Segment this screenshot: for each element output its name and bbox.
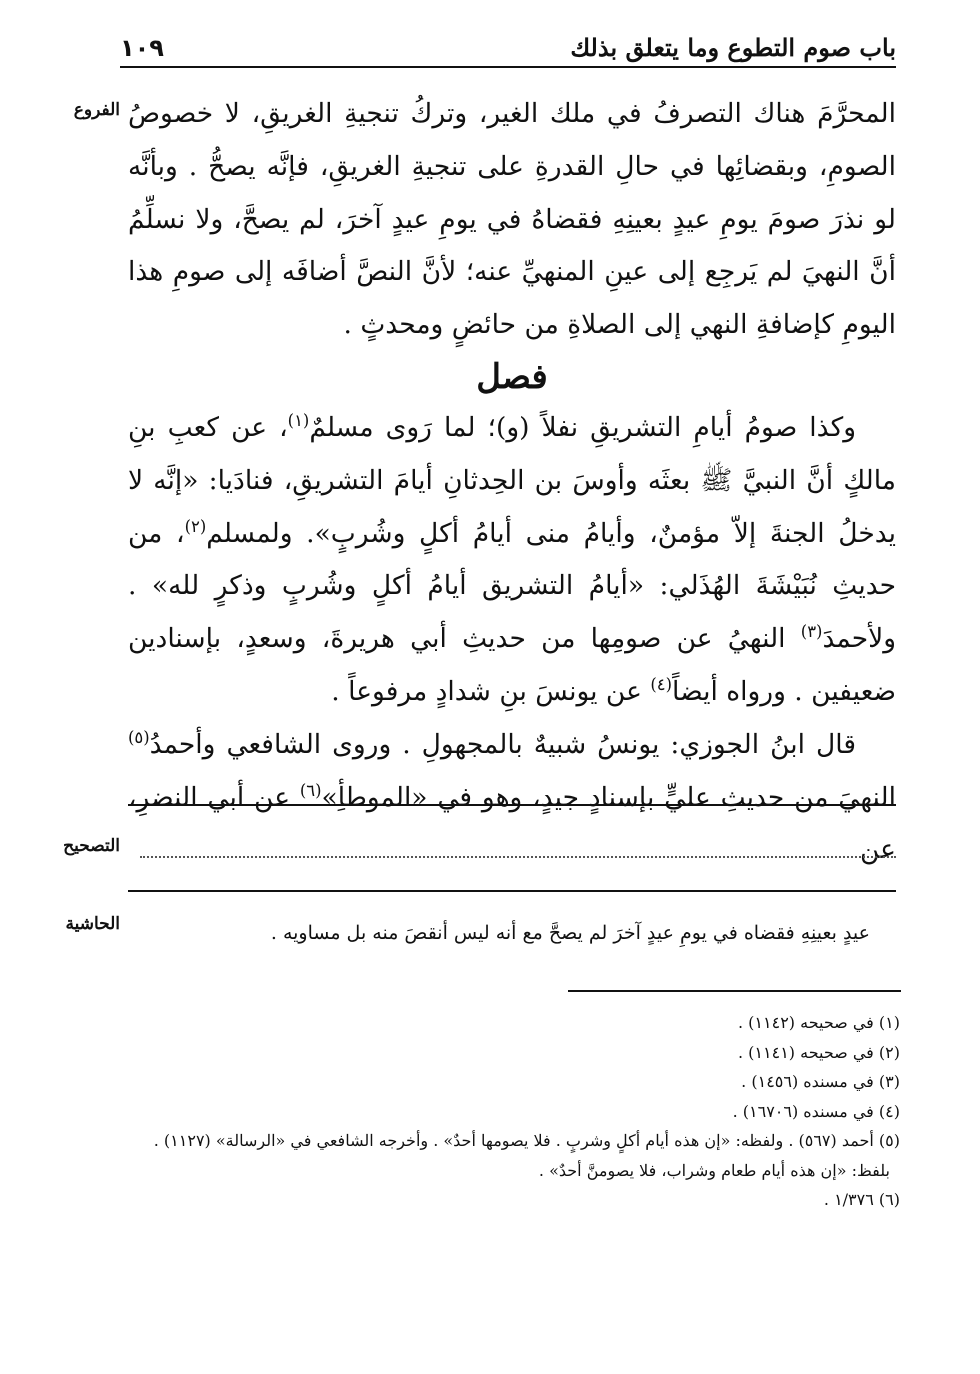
footnote: (٤) في مسنده (١٦٧٠٦) . bbox=[732, 1101, 900, 1121]
footnote-ref-2: (٢) bbox=[184, 516, 207, 536]
footnote-ref-6: (٦) bbox=[299, 780, 322, 800]
running-head bbox=[120, 24, 896, 68]
footnote: (٥) أحمد (٥٦٧) . ولفظه: «إن هذه أيام أكلٍ وشربٍ . فلا يصومها أحدٌ» . وأخرجه الشافعي في «الرسالة» (١١٢٧) . bbox=[153, 1131, 900, 1150]
footnote: (٣) في مسنده (١٤٥٦) . bbox=[741, 1072, 900, 1091]
margin-label-tashih: التصحيح bbox=[63, 836, 120, 856]
text-run: النهيُ عن صومِها من حديثِ أبي هريرةَ، وسعدٍ، بإسنادين ضعيفين . ورواه أيضاً bbox=[128, 623, 896, 707]
footnote: (٦) ١/٣٧٦ . bbox=[823, 1190, 900, 1209]
footnote-ref-1: (١) bbox=[287, 411, 310, 431]
paragraph-2 bbox=[128, 402, 896, 719]
main-text-bottom-rule bbox=[128, 804, 896, 806]
paragraph-3 bbox=[128, 719, 896, 877]
footnote-ref-4: (٤) bbox=[650, 675, 673, 695]
margin-label-hashiya: الحاشية bbox=[65, 914, 120, 934]
text-run: ، عن كعبِ بنِ مالكٍ أنَّ النبيَّ ﷺ بعثَه وأوسَ بن الحِدثانِ أيامَ التشريقِ، فنادَيا: «إنَّه لا يدخلُ الجنةَ إلاّ مؤمنٌ، وأيامُ منى أيامُ أكلٍ وشُربٍ». ولمسلم bbox=[128, 411, 897, 549]
hashiya-text: عيدٍ بعينِهِ فقضاه في يومِ عيدٍ آخرَ لم يصحَّ مع أنه ليس أنقصَ منه بل مساويه . bbox=[270, 922, 870, 944]
tashih-bottom-rule bbox=[128, 890, 896, 892]
main-text bbox=[128, 88, 896, 877]
footnote-ref-5: (٥) bbox=[128, 727, 150, 747]
footnote-ref-3: (٣) bbox=[800, 622, 823, 642]
text-run: وكذا صومُ أيامِ التشريقِ نفلاً (و)؛ لما رَوى مسلمٌ bbox=[309, 411, 856, 443]
footnotes bbox=[128, 1008, 900, 1215]
text-run: النهيَ من حديثِ عليٍّ بإسنادٍ جيدٍ، وهو في «الموطأِ» bbox=[321, 781, 896, 813]
margin-label-furu: الفروع bbox=[73, 100, 120, 120]
section-heading: فصل bbox=[476, 356, 548, 397]
text-run: قال ابنُ الجوزي: يونسُ شبيهٌ بالمجهولِ . وروى الشافعي وأحمدُ bbox=[149, 728, 856, 760]
text-run: عن أبي النضرِ، عن bbox=[128, 781, 896, 866]
page-number: ١٠٩ bbox=[120, 34, 164, 62]
tashih-dotted-line bbox=[140, 856, 896, 858]
footnote: (١) في صحيحه (١١٤٢) . bbox=[737, 1013, 900, 1032]
footnote: بلفظ: «إن هذه أيام طعام وشراب، فلا يصومنَّ أحدٌ» . bbox=[538, 1160, 890, 1180]
text-run: ، من حديثِ نُبَيْشَةَ الهُذَلي: «أيامُ التشريق أيامُ أكلٍ وشُربٍ وذكرٍ لله» . ولأحمدَ bbox=[128, 517, 896, 655]
text-run: عن يونسَ بنِ شدادٍ مرفوعاً . bbox=[331, 675, 651, 707]
footnote-separator bbox=[568, 990, 901, 992]
paragraph-1: المحرَّمَ هناك التصرفُ في ملك الغير، وتركُ تنجيةِ الغريقِ، لا خصوصُ الصومِ، وبقضائِها في حالِ القدرةِ على تنجيةِ الغريقِ، فإنَّه يصحُّ . وبأنَّه لو نذرَ صومَ يومِ عيدٍ بعينِهِ فقضاهُ في يومِ عيدٍ آخرَ، لم يصحَّ، ولا نسلِّمُ أنَّ النهيَ لم يَرجِع إلى عينِ المنهيِّ عنه؛ لأنَّ النصَّ أضافَه إلى صومِ هذا اليومِ كإضافةِ النهي إلى الصلاةِ من حائضٍ ومحدثٍ . bbox=[128, 98, 896, 341]
footnote: (٢) في صحيحه (١١٤١) . bbox=[737, 1042, 900, 1062]
running-title: باب صوم التطوع وما يتعلق بذلك bbox=[570, 33, 896, 62]
